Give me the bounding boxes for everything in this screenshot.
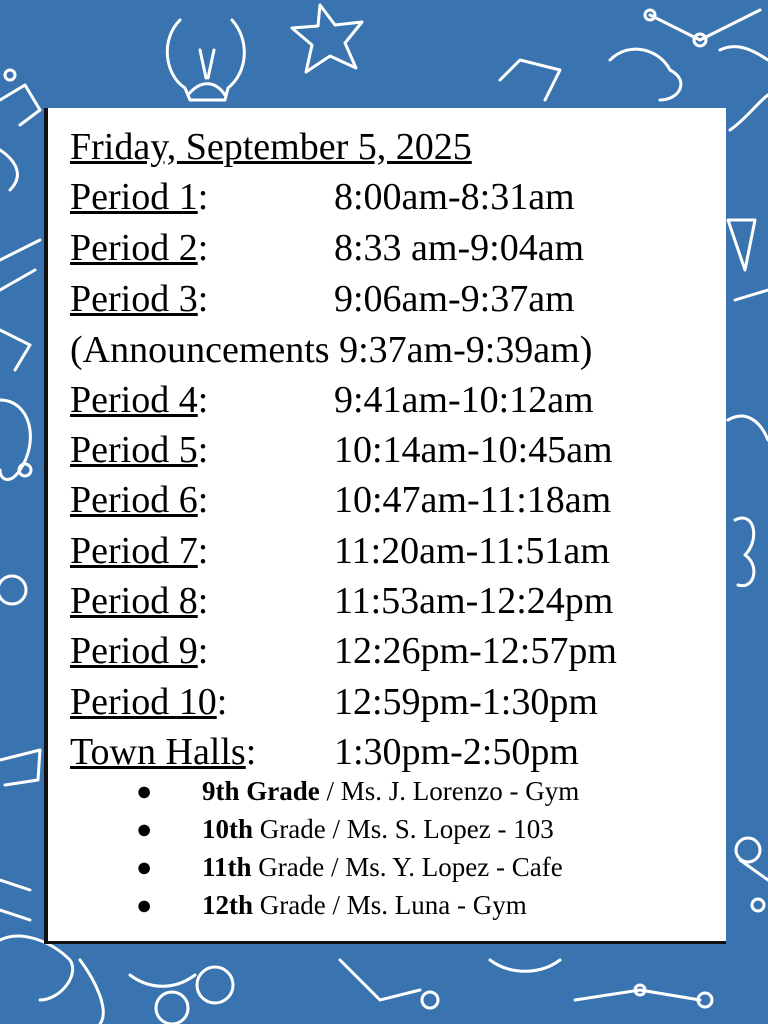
town-halls-row: Town Halls: 1:30pm-2:50pm [70, 731, 579, 773]
right-doodles [728, 95, 768, 911]
town-halls-label: Town Halls [70, 731, 246, 773]
bullet-icon: ● [136, 776, 153, 806]
period-time: 9:41am-10:12am [334, 379, 594, 421]
period-label: Period 9 [70, 630, 198, 672]
bullet-icon: ● [136, 814, 153, 844]
period-time: 10:47am-11:18am [334, 479, 612, 521]
period-time: 8:00am-8:31am [334, 176, 575, 218]
period-label: Period 3 [70, 278, 198, 320]
period-time: 12:59pm-1:30pm [334, 681, 598, 723]
schedule-title: Friday, September 5, 2025 [70, 126, 472, 168]
announcements-note: (Announcements 9:37am-9:39am) [70, 329, 593, 371]
period-row: Period 7: 11:20am-11:51am [70, 530, 610, 572]
period-row: Period 2: 8:33 am-9:04am [70, 227, 585, 269]
period-label: Period 1 [70, 176, 198, 218]
constellation-icon [645, 10, 760, 46]
period-row: Period 4: 9:41am-10:12am [70, 379, 594, 421]
period-row: Period 3: 9:06am-9:37am [70, 278, 575, 320]
period-label: Period 6 [70, 479, 198, 521]
bullet-icon: ● [136, 890, 153, 920]
bottom-doodles [80, 960, 712, 1024]
period-time: 10:14am-10:45am [334, 429, 613, 471]
period-row: Period 1: 8:00am-8:31am [70, 176, 575, 218]
period-row: Period 5: 10:14am-10:45am [70, 429, 613, 471]
period-label: Period 7 [70, 530, 198, 572]
period-row: Period 10: 12:59pm-1:30pm [70, 681, 598, 723]
bullet-icon: ● [136, 852, 153, 882]
period-time: 11:20am-11:51am [334, 530, 610, 572]
period-time: 9:06am-9:37am [334, 278, 575, 320]
period-label: Period 8 [70, 580, 198, 622]
period-time: 12:26pm-12:57pm [334, 630, 617, 672]
star-icon [292, 5, 362, 72]
period-row: Period 9: 12:26pm-12:57pm [70, 630, 617, 672]
schedule-sheet: Friday, September 5, 2025 Period 1: 8:00am-8:31am Period 2: 8:33 am-9:04am Period 3: 9:06am-9:37am (Announcements 9:37am-9:39am) Period 4: 9:41am-10:12am Period 5: 10:14am-10:45am Period 6: 10:47am-11:18am Period 7: 11:20am-11:51am Period 8: 11:53am-12:24pm Period 9: 12:26pm-12:57pm Period 10: 12:59pm-1:30pm Town Halls: 1:30pm-2:50pm ● 9th Grade / Ms. J. Lorenzo - Gym ● 10th Grade / Ms. S. Lopez - 103 ● 11th Grade / Ms. Y. Lopez - Cafe ● 12th Grade / Ms. Luna - Gym [44, 108, 726, 944]
period-time: 11:53am-12:24pm [334, 580, 614, 622]
town-halls-time: 1:30pm-2:50pm [334, 731, 579, 773]
period-label: Period 10 [70, 681, 217, 723]
lightbulb-icon [167, 20, 244, 100]
period-label: Period 5 [70, 429, 198, 471]
period-label: Period 2 [70, 227, 198, 269]
period-row: Period 8: 11:53am-12:24pm [70, 580, 614, 622]
period-label: Period 4 [70, 379, 198, 421]
period-row: Period 6: 10:47am-11:18am [70, 479, 612, 521]
period-time: 8:33 am-9:04am [334, 227, 585, 269]
